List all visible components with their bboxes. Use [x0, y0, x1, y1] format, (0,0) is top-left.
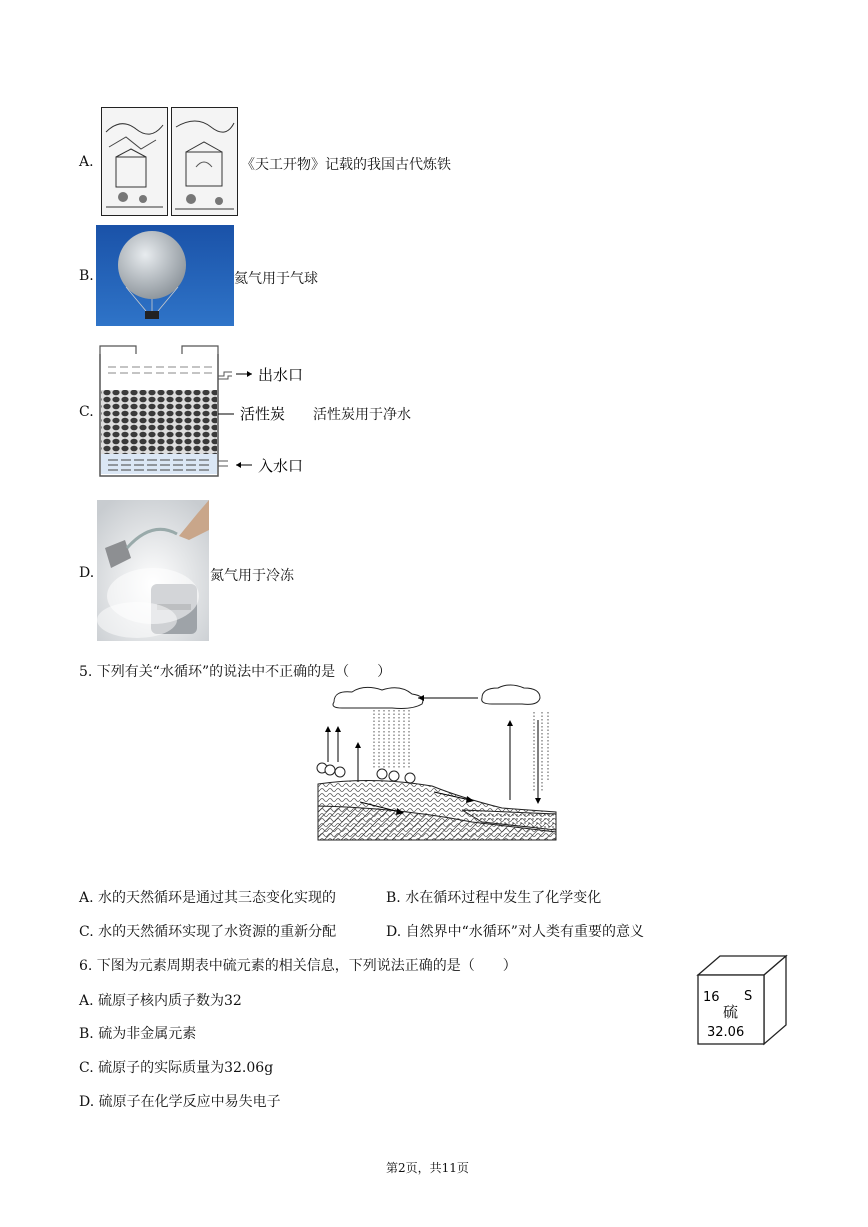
filter-carbon-label: 活性炭: [240, 405, 286, 423]
question-6-option-d: D. 硫原子在化学反应中易失电子: [79, 1094, 281, 1110]
option-d-letter: D.: [79, 565, 95, 581]
sulfur-element-cell: [694, 953, 790, 1047]
question-5-option-c: C. 水的天然循环实现了水资源的重新分配: [79, 924, 337, 940]
question-5-option-b: B. 水在循环过程中发生了化学变化: [386, 890, 602, 906]
question-5-option-d: D. 自然界中“水循环”对人类有重要的意义: [386, 924, 644, 940]
option-c-letter: C.: [79, 404, 94, 420]
question-6-stem: 6. 下图为元素周期表中硫元素的相关信息，下列说法正确的是（ ）: [79, 958, 517, 974]
question-6-option-b: B. 硫为非金属元素: [79, 1026, 197, 1042]
option-b-letter: B.: [79, 268, 94, 284]
option-a-caption: 《天工开物》记载的我国古代炼铁: [241, 157, 451, 173]
option-b-caption: 氦气用于气球: [234, 271, 318, 287]
water-cycle-diagram: [312, 682, 560, 844]
question-6-option-c: C. 硫原子的实际质量为32.06g: [79, 1060, 274, 1076]
option-d-caption: 氮气用于冷冻: [210, 568, 294, 584]
element-symbol: S: [744, 989, 753, 1004]
element-atomic-mass: 32.06: [707, 1025, 745, 1040]
element-atomic-number: 16: [703, 990, 720, 1005]
option-c-caption: 活性炭用于净水: [313, 407, 411, 423]
element-name: 硫: [723, 1003, 739, 1021]
question-5-option-a: A. 水的天然循环是通过其三态变化实现的: [79, 890, 337, 906]
activated-carbon-filter-diagram: [94, 340, 318, 484]
filter-inlet-label: 入水口: [258, 457, 304, 475]
question-5-stem: 5. 下列有关“水循环”的说法中不正确的是（ ）: [79, 664, 392, 680]
helium-balloon-image: [96, 225, 234, 326]
filter-outlet-label: 出水口: [258, 366, 304, 384]
question-6-option-a: A. 硫原子核内质子数为32: [79, 993, 242, 1009]
liquid-nitrogen-image: [97, 500, 209, 641]
page-footer: 第2页，共11页: [386, 1161, 469, 1175]
ancient-iron-smelting-image: [101, 107, 238, 216]
option-a-letter: A.: [79, 154, 94, 170]
